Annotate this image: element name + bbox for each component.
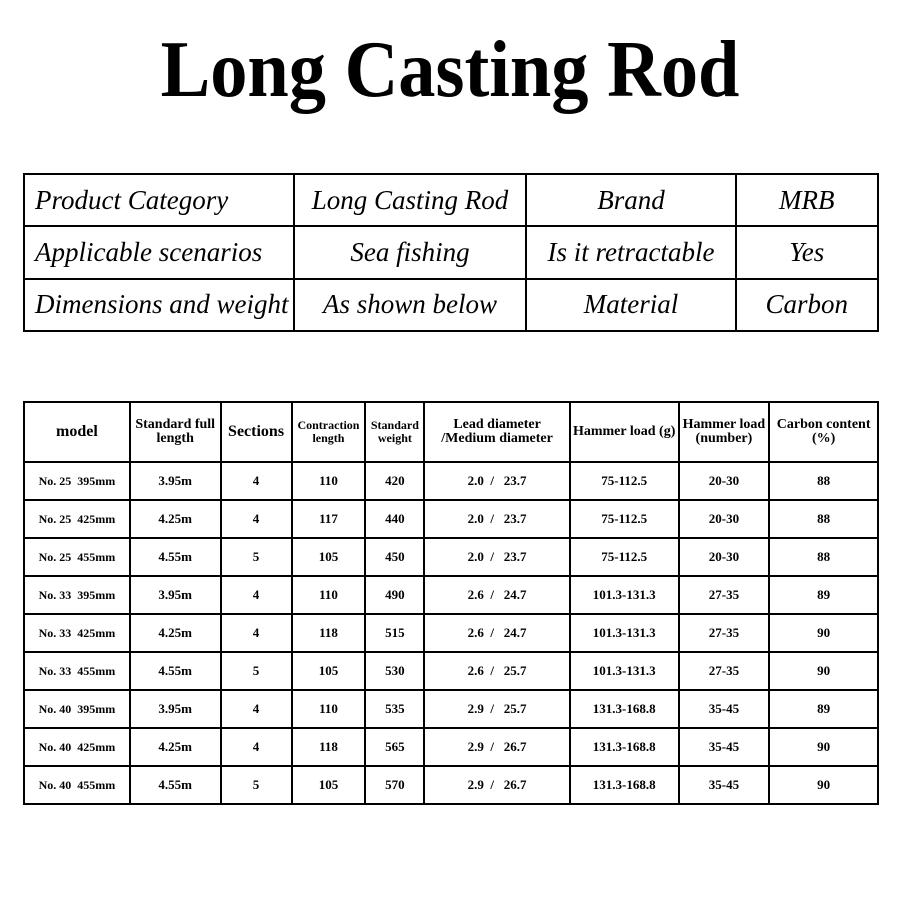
page-title: Long Casting Rod [160, 26, 740, 114]
table-cell: 75-112.5 [570, 500, 679, 538]
table-cell: 89 [769, 690, 878, 728]
table-cell: 4.55m [130, 538, 221, 576]
table-cell: 2.0 / 23.7 [424, 462, 569, 500]
table-cell: 35-45 [679, 766, 770, 804]
specifications-table [23, 401, 879, 805]
table-cell: 5 [221, 652, 292, 690]
column-header: model [24, 402, 130, 462]
table-cell: 4 [221, 500, 292, 538]
table-cell: 4 [221, 728, 292, 766]
table-cell: 88 [769, 538, 878, 576]
table-cell: 450 [365, 538, 424, 576]
table-row [24, 728, 878, 766]
table-cell: 105 [292, 766, 366, 804]
table-cell: 2.0 / 23.7 [424, 500, 569, 538]
table-cell: 105 [292, 652, 366, 690]
table-cell: 570 [365, 766, 424, 804]
info-row [24, 174, 878, 226]
table-cell: 490 [365, 576, 424, 614]
column-header: Contraction length [292, 402, 366, 462]
product-info-table [23, 173, 879, 332]
table-cell: 565 [365, 728, 424, 766]
table-cell: 20-30 [679, 500, 770, 538]
table-cell: 27-35 [679, 576, 770, 614]
table-row [24, 652, 878, 690]
table-row [24, 462, 878, 500]
table-cell: 4 [221, 462, 292, 500]
table-cell: 4 [221, 576, 292, 614]
model-cell: No. 25 455mm [24, 538, 130, 576]
table-cell: 117 [292, 500, 366, 538]
model-cell: No. 33 455mm [24, 652, 130, 690]
table-cell: 75-112.5 [570, 538, 679, 576]
info-value: Sea fishing [294, 226, 527, 278]
table-cell: 2.0 / 23.7 [424, 538, 569, 576]
table-cell: 2.9 / 25.7 [424, 690, 569, 728]
table-cell: 75-112.5 [570, 462, 679, 500]
table-cell: 20-30 [679, 462, 770, 500]
table-row [24, 690, 878, 728]
table-row [24, 576, 878, 614]
column-header: Lead diameter /Medium diameter [424, 402, 569, 462]
table-cell: 89 [769, 576, 878, 614]
table-cell: 131.3-168.8 [570, 766, 679, 804]
info-label: Dimensions and weight [24, 279, 294, 331]
table-cell: 27-35 [679, 614, 770, 652]
table-cell: 3.95m [130, 462, 221, 500]
table-cell: 90 [769, 766, 878, 804]
info-row [24, 279, 878, 331]
table-cell: 530 [365, 652, 424, 690]
table-cell: 101.3-131.3 [570, 576, 679, 614]
model-cell: No. 40 395mm [24, 690, 130, 728]
info-label: Is it retractable [526, 226, 735, 278]
table-cell: 4.25m [130, 728, 221, 766]
table-cell: 535 [365, 690, 424, 728]
table-cell: 88 [769, 462, 878, 500]
column-header: Sections [221, 402, 292, 462]
table-cell: 440 [365, 500, 424, 538]
info-value: MRB [736, 174, 878, 226]
model-cell: No. 33 395mm [24, 576, 130, 614]
table-cell: 105 [292, 538, 366, 576]
table-cell: 110 [292, 690, 366, 728]
table-cell: 90 [769, 614, 878, 652]
column-header: Standard weight [365, 402, 424, 462]
column-header: Carbon content (%) [769, 402, 878, 462]
table-cell: 90 [769, 652, 878, 690]
model-cell: No. 25 425mm [24, 500, 130, 538]
table-cell: 2.9 / 26.7 [424, 728, 569, 766]
table-cell: 4 [221, 614, 292, 652]
info-label: Brand [526, 174, 735, 226]
table-cell: 35-45 [679, 728, 770, 766]
model-cell: No. 40 425mm [24, 728, 130, 766]
table-cell: 35-45 [679, 690, 770, 728]
column-header: Hammer load (number) [679, 402, 770, 462]
table-cell: 2.6 / 24.7 [424, 614, 569, 652]
column-header: Hammer load (g) [570, 402, 679, 462]
table-cell: 420 [365, 462, 424, 500]
model-cell: No. 25 395mm [24, 462, 130, 500]
info-row [24, 226, 878, 278]
table-cell: 101.3-131.3 [570, 614, 679, 652]
table-cell: 27-35 [679, 652, 770, 690]
table-cell: 20-30 [679, 538, 770, 576]
table-row [24, 766, 878, 804]
table-cell: 5 [221, 538, 292, 576]
info-label: Material [526, 279, 735, 331]
column-header: Standard full length [130, 402, 221, 462]
table-cell: 515 [365, 614, 424, 652]
table-cell: 2.6 / 25.7 [424, 652, 569, 690]
table-row [24, 538, 878, 576]
info-value: Long Casting Rod [294, 174, 527, 226]
table-cell: 4.55m [130, 652, 221, 690]
info-value: Carbon [736, 279, 878, 331]
info-label: Product Category [24, 174, 294, 226]
table-cell: 2.9 / 26.7 [424, 766, 569, 804]
table-cell: 110 [292, 576, 366, 614]
table-row [24, 614, 878, 652]
table-cell: 4 [221, 690, 292, 728]
table-cell: 90 [769, 728, 878, 766]
table-cell: 101.3-131.3 [570, 652, 679, 690]
table-cell: 4.25m [130, 614, 221, 652]
table-cell: 4.25m [130, 500, 221, 538]
info-value: Yes [736, 226, 878, 278]
model-cell: No. 33 425mm [24, 614, 130, 652]
info-label: Applicable scenarios [24, 226, 294, 278]
table-cell: 118 [292, 728, 366, 766]
model-cell: No. 40 455mm [24, 766, 130, 804]
table-cell: 118 [292, 614, 366, 652]
table-cell: 4.55m [130, 766, 221, 804]
table-cell: 110 [292, 462, 366, 500]
table-cell: 2.6 / 24.7 [424, 576, 569, 614]
table-cell: 131.3-168.8 [570, 728, 679, 766]
table-cell: 88 [769, 500, 878, 538]
table-cell: 3.95m [130, 690, 221, 728]
info-value: As shown below [294, 279, 527, 331]
table-cell: 3.95m [130, 576, 221, 614]
table-header-row [24, 402, 878, 462]
table-cell: 5 [221, 766, 292, 804]
table-row [24, 500, 878, 538]
table-cell: 131.3-168.8 [570, 690, 679, 728]
